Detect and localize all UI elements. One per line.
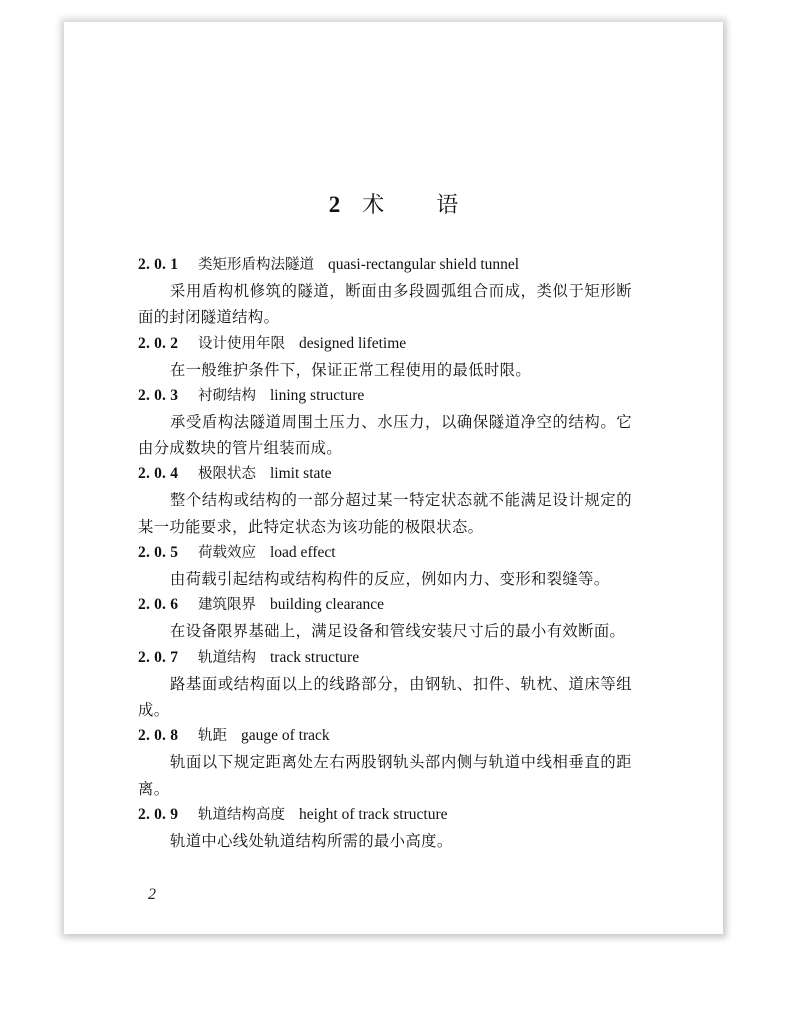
term-english: quasi-rectangular shield tunnel	[328, 256, 520, 273]
term-number: 2. 0. 7	[138, 648, 179, 666]
chapter-title	[64, 188, 723, 219]
document-page	[64, 22, 723, 934]
term-chinese: 轨道结构	[198, 649, 256, 666]
term-definition: 在一般维护条件下，保证正常工程使用的最低时限。	[170, 360, 532, 379]
term-chinese: 极限状态	[198, 466, 256, 483]
term-chinese: 轨距	[198, 728, 227, 745]
term-chinese: 衬砌结构	[198, 387, 256, 404]
term-entry	[138, 723, 638, 802]
term-heading	[138, 592, 638, 618]
term-entry	[138, 802, 638, 854]
term-number: 2. 0. 5	[138, 544, 179, 562]
term-heading	[138, 645, 638, 671]
term-english: gauge of track	[241, 727, 330, 745]
term-definition: 轨道中心线处轨道结构所需的最小高度。	[170, 831, 453, 850]
term-definition: 承受盾构法隧道周围土压力、水压力，以确保隧道净空的结构。它由分成数块的管片组装而成。	[138, 412, 632, 458]
term-entry	[138, 540, 638, 592]
term-number: 2. 0. 2	[138, 334, 179, 352]
term-heading	[138, 331, 638, 357]
term-number: 2. 0. 4	[138, 465, 179, 483]
term-entry	[138, 461, 638, 540]
term-english: designed lifetime	[299, 334, 407, 352]
term-definition: 路基面或结构面以上的线路部分，由钢轨、扣件、轨枕、道床等组成。	[138, 674, 632, 719]
term-heading	[138, 252, 638, 278]
term-chinese: 轨道结构高度	[198, 806, 285, 823]
term-english: lining structure	[270, 386, 365, 404]
term-number: 2. 0. 8	[138, 727, 179, 745]
term-heading	[138, 383, 638, 409]
page-number: 2	[148, 886, 156, 903]
term-definition: 由荷载引起结构或结构构件的反应，例如内力、变形和裂缝等。	[170, 570, 610, 589]
term-number: 2. 0. 9	[138, 805, 179, 823]
term-heading	[138, 802, 638, 828]
term-definition: 采用盾构机修筑的隧道，断面由多段圆弧组合而成，类似于矩形断面的封闭隧道结构。	[138, 282, 632, 327]
chapter-title-char-1: 术	[362, 193, 385, 218]
term-english: load effect	[270, 544, 336, 562]
term-chinese: 设计使用年限	[198, 335, 285, 352]
chapter-title-char-2: 语	[436, 193, 459, 218]
term-english: height of track structure	[299, 805, 448, 823]
terms-list	[138, 252, 638, 854]
term-english: limit state	[270, 465, 332, 483]
term-entry	[138, 331, 638, 383]
term-number: 2. 0. 6	[138, 596, 179, 614]
term-number: 2. 0. 3	[138, 386, 179, 404]
term-chinese: 类矩形盾构法隧道	[198, 257, 314, 273]
term-heading	[138, 461, 638, 487]
term-chinese: 建筑限界	[198, 597, 256, 614]
chapter-number: 2	[328, 192, 341, 217]
term-number: 2. 0. 1	[138, 256, 179, 273]
term-entry	[138, 252, 638, 331]
term-entry	[138, 383, 638, 462]
term-english: building clearance	[270, 596, 385, 614]
term-definition: 在设备限界基础上，满足设备和管线安装尺寸后的最小有效断面。	[170, 622, 626, 641]
term-english: track structure	[270, 648, 360, 666]
term-chinese: 荷载效应	[198, 545, 256, 562]
term-heading	[138, 540, 638, 566]
term-entry	[138, 592, 638, 644]
term-definition: 轨面以下规定距离处左右两股钢轨头部内侧与轨道中线相垂直的距离。	[138, 753, 632, 798]
term-definition: 整个结构或结构的一部分超过某一特定状态就不能满足设计规定的某一功能要求，此特定状态为该功能的极限状态。	[138, 491, 632, 536]
term-entry	[138, 645, 638, 724]
term-heading	[138, 723, 638, 749]
